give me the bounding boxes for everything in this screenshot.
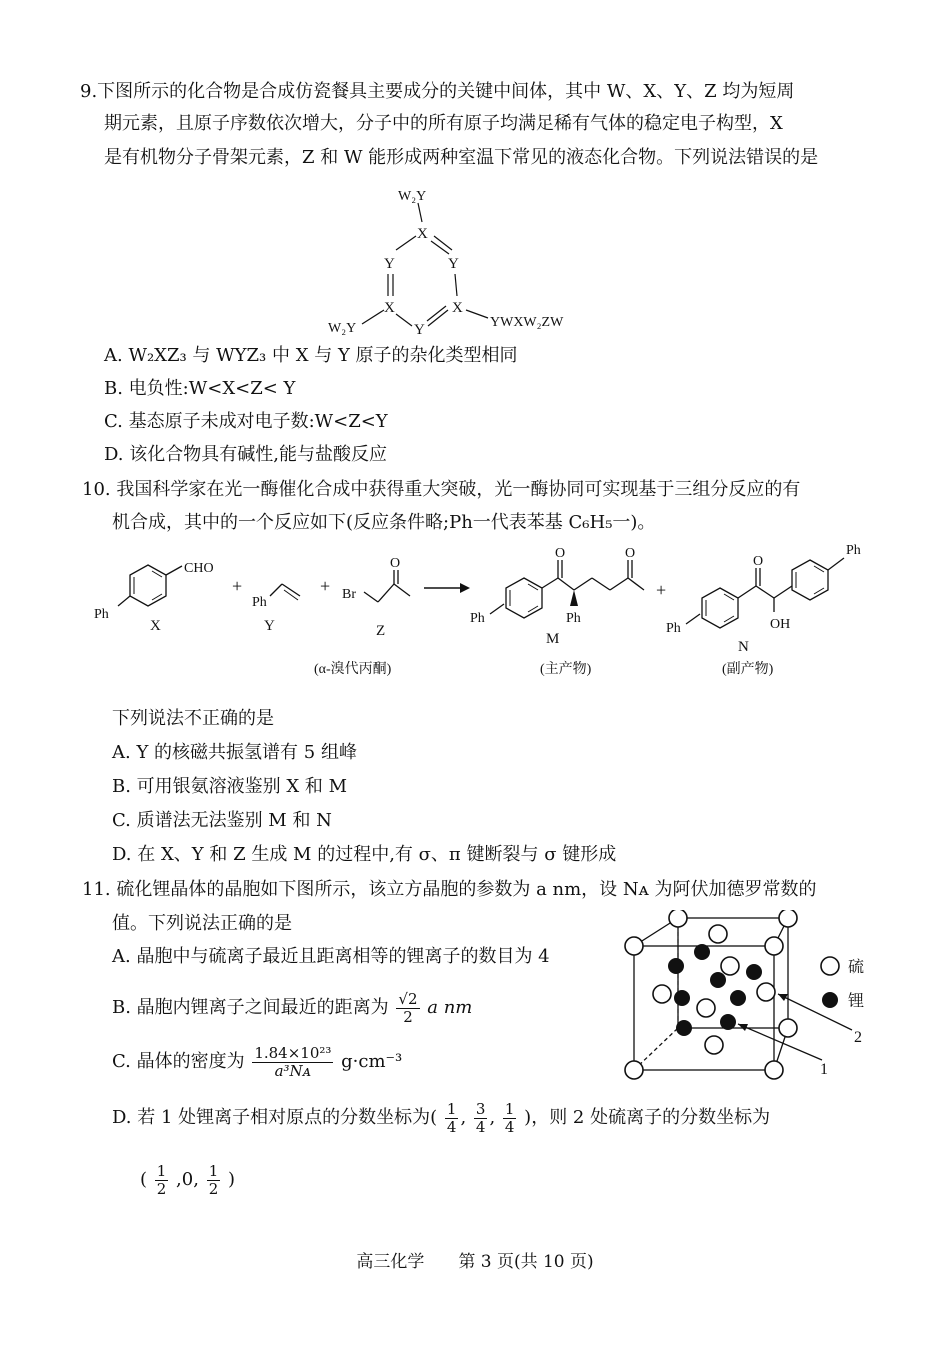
q11-stem-line2: 值。下列说法正确的是 (112, 913, 292, 934)
ph-label-n-right: Ph (846, 543, 861, 558)
q9-structure-diagram (300, 178, 600, 343)
oh-label: OH (770, 617, 791, 632)
q9-ring-x-right: X (452, 300, 463, 316)
sqrt2-denominator: 2 (403, 1007, 413, 1026)
q11-option-d-text-2: )，则 2 处硫离子的分数坐标为 (524, 1107, 771, 1128)
page-footer: 高三化学 第 3 页(共 10 页) (356, 1252, 594, 1272)
coord1-x: $\frac{1}{4}$ (446, 1099, 457, 1136)
q9-option-b: B. 电负性:W<X<Z< Y (104, 378, 296, 399)
li2s-unit-cell-diagram (622, 910, 892, 1080)
q9-right-substituent: YWXW₂ZW (490, 315, 564, 330)
label-z: Z (376, 623, 386, 639)
legend-sulfur-label: 硫 (848, 959, 865, 976)
ph-label-n-left: Ph (666, 621, 681, 636)
q11-option-c-text: C. 晶体的密度为 (112, 1051, 245, 1072)
o-label-n: O (753, 554, 764, 569)
q9-stem-line3: 是有机物分子骨架元素，Z 和 W 能形成两种室温下常见的液态化合物。下列说法错误的是 (104, 147, 819, 168)
coord1-z: $\frac{1}{4}$ (504, 1099, 515, 1136)
n-note: (副产物) (722, 662, 774, 677)
ph-label-x: Ph (94, 607, 109, 622)
br-label: Br (342, 587, 356, 602)
q11-option-c (112, 1042, 402, 1082)
legend-sulfur-icon (821, 957, 839, 975)
legend-lithium-label: 锂 (848, 993, 865, 1010)
q9-ring-x-top: X (417, 226, 428, 242)
q9-stem-line1: 9.下图所示的化合物是合成仿瓷餐具主要成分的关键中间体，其中 W、X、Y、Z 均为短周 (80, 81, 795, 102)
q9-option-c: C. 基态原子未成对电子数:W<Z<Y (104, 411, 388, 432)
o-label-m1: O (555, 546, 566, 561)
q9-option-a: A. W₂XZ₃ 与 WYZ₃ 中 X 与 Y 原子的杂化类型相同 (104, 345, 518, 366)
q9-ring-y-left: Y (384, 256, 395, 272)
q9-ring-y-bottom: Y (414, 322, 425, 338)
coord2-z: $\frac{1}{2}$ (208, 1161, 219, 1198)
q11-option-d: D. 若 1 处锂离子相对原点的分数坐标为( $\frac{1}{4}$ , $\frac{3}{4}$ , $\frac{1}{4}$ )，则 2 处硫离子的分数坐标为 (112, 1099, 771, 1136)
q10-option-b: B. 可用银氨溶液鉴别 X 和 M (112, 776, 348, 797)
label-m: M (546, 631, 560, 647)
plus-sign-2: + (320, 576, 331, 596)
coord2-x: $\frac{1}{2}$ (156, 1161, 167, 1198)
ph-label-m-left: Ph (470, 611, 485, 626)
q9-ring-y-right: Y (448, 256, 459, 272)
sqrt2-numerator: √2 (398, 989, 418, 1008)
legend-lithium-icon (822, 992, 838, 1008)
o-label-z: O (390, 556, 401, 571)
lithium-ions (668, 944, 762, 1036)
q11-option-c-unit: g·cm⁻³ (341, 1051, 403, 1072)
q10-option-a: A. Y 的核磁共振氢谱有 5 组峰 (112, 742, 357, 763)
plus-sign-3: + (656, 580, 667, 600)
label-x: X (150, 618, 161, 634)
density-denominator: a³Nᴀ (274, 1061, 312, 1080)
reactant-y-structure (252, 584, 300, 634)
q9-option-d: D. 该化合物具有碱性,能与盐酸反应 (104, 444, 387, 465)
q11-option-b-text: B. 晶胞内锂离子之间最近的距离为 (112, 997, 389, 1018)
label-n: N (738, 639, 749, 655)
q9-left-substituent: W₂Y (328, 321, 357, 336)
marker-2-label: 2 (854, 1029, 862, 1046)
plus-sign-1: + (232, 576, 243, 596)
q11-option-b (112, 988, 472, 1028)
cho-label: CHO (184, 561, 214, 576)
marker-1-label: 1 (820, 1061, 828, 1078)
q11-option-b-fraction (396, 991, 419, 1026)
ph-label-m-bottom: Ph (566, 611, 581, 626)
q9-stem-line2: 期元素，且原子序数依次增大，分子中的所有原子均满足稀有气体的稳定电子构型，X (104, 113, 783, 134)
q11-option-c-fraction (252, 1045, 333, 1080)
q11-option-d-text: D. 若 1 处锂离子相对原点的分数坐标为( (112, 1107, 438, 1128)
reactant-x-structure (94, 561, 214, 634)
q10-stem-line2: 机合成，其中的一个反应如下(反应条件略;Ph一代表苯基 C₆H₅一)。 (112, 512, 656, 533)
q10-reaction-scheme (88, 540, 868, 690)
product-n-structure (666, 543, 861, 655)
ph-label-y: Ph (252, 595, 267, 610)
q11-option-b-unit: a nm (427, 997, 473, 1018)
q11-option-a: A. 晶胞中与硫离子最近且距离相等的锂离子的数目为 4 (112, 946, 550, 967)
reactant-z-structure (342, 556, 410, 639)
density-numerator: 1.84×10²³ (254, 1043, 332, 1062)
z-note: (α-溴代丙酮) (314, 662, 392, 677)
q10-stem-line1: 10. 我国科学家在光一酶催化合成中获得重大突破，光一酶协同可实现基于三组分反应的有 (82, 479, 801, 500)
product-m-structure (470, 546, 644, 647)
q10-prompt: 下列说法不正确的是 (112, 708, 274, 729)
label-y: Y (264, 618, 275, 634)
q9-ring-x-left: X (384, 300, 395, 316)
q10-option-d: D. 在 X、Y 和 Z 生成 M 的过程中,有 σ、π 键断裂与 σ 键形成 (112, 844, 617, 865)
q11-option-d-coord2: ( $\frac{1}{2}$ ,0, $\frac{1}{2}$ ) (140, 1161, 235, 1198)
q11-stem-line1: 11. 硫化锂晶体的晶胞如下图所示，该立方晶胞的参数为 a nm，设 Nᴀ 为阿伏加德罗常数的 (82, 879, 817, 900)
coord1-y: $\frac{3}{4}$ (475, 1099, 486, 1136)
o-label-m2: O (625, 546, 636, 561)
q10-option-c: C. 质谱法无法鉴别 M 和 N (112, 810, 332, 831)
q9-top-substituent: W₂Y (398, 189, 427, 204)
m-note: (主产物) (540, 662, 592, 677)
